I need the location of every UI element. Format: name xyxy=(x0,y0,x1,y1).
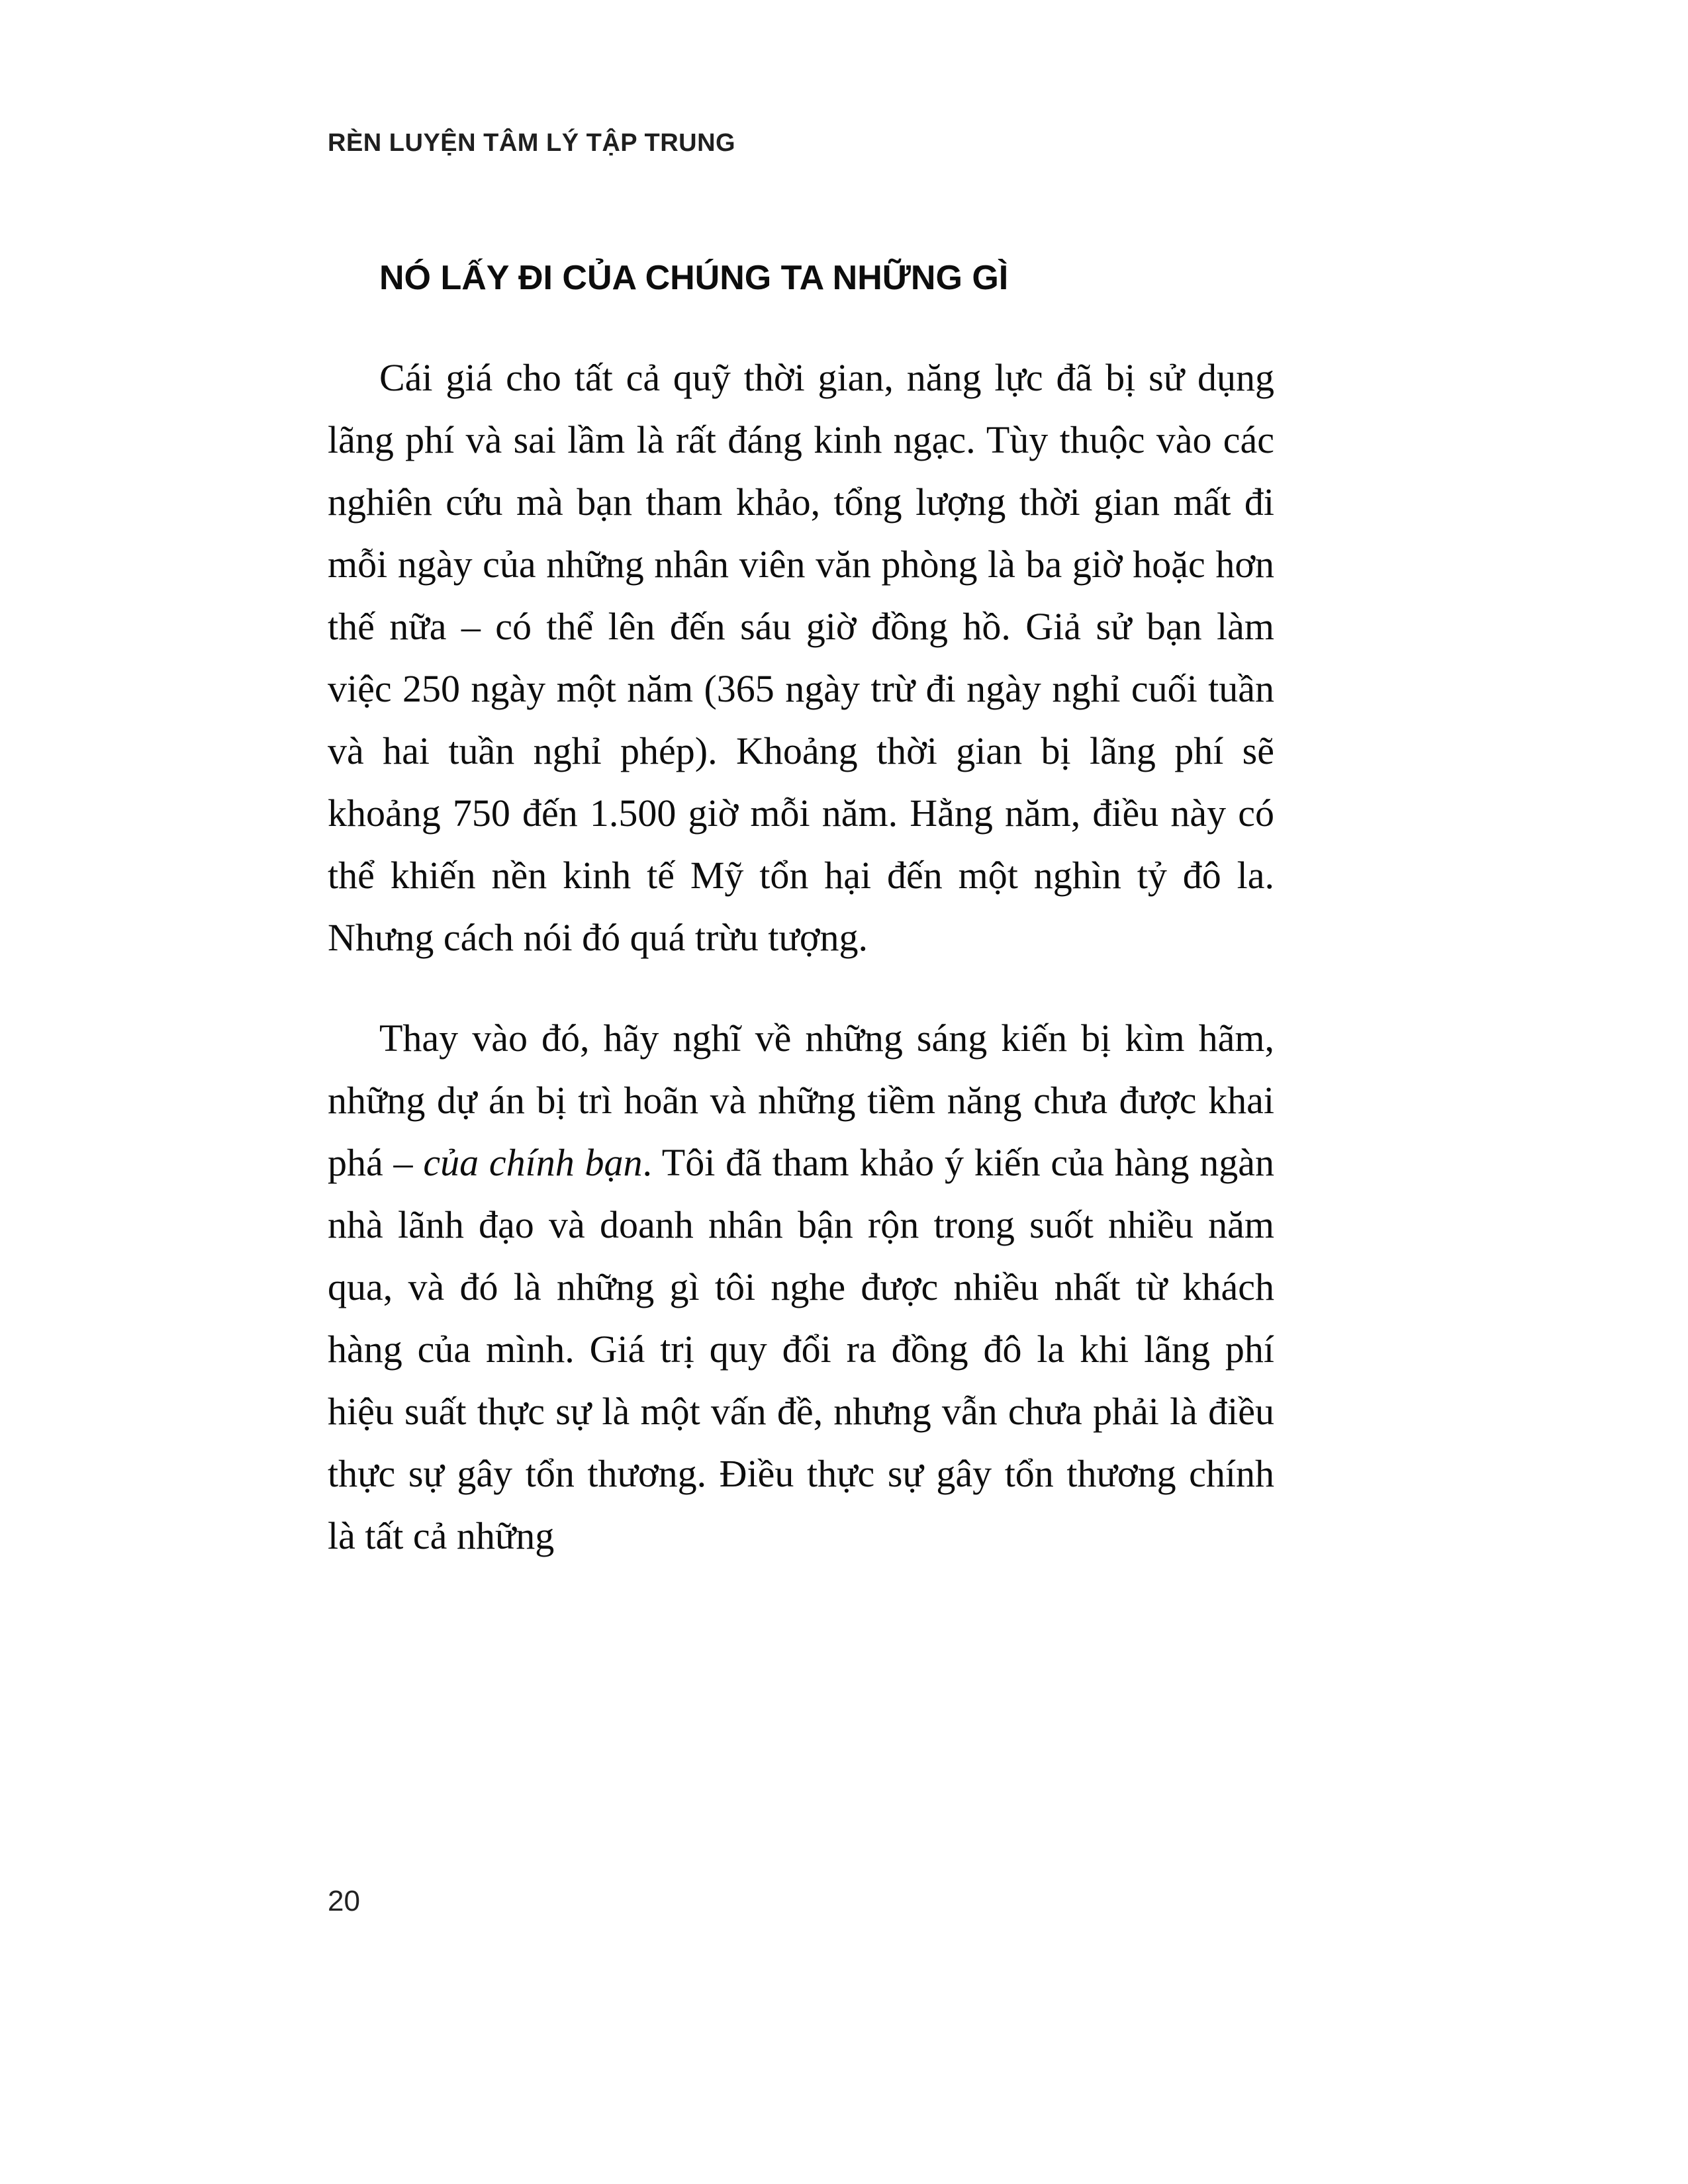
book-page xyxy=(328,129,1274,1606)
page-number: 20 xyxy=(328,1885,360,1917)
section-heading: NÓ LẤY ĐI CỦA CHÚNG TA NHỮNG GÌ xyxy=(379,259,1009,297)
running-header: RÈN LUYỆN TÂM LÝ TẬP TRUNG xyxy=(328,129,736,157)
paragraph-2-italic-phrase: của chính bạn xyxy=(423,1141,643,1184)
paragraph-2-text-before: Thay vào đó, hãy nghĩ về những sáng kiến bị kìm hãm, những dự án bị trì hoãn và những tiềm năng chưa được khai phá – xyxy=(328,1017,1274,1184)
paragraph-2 xyxy=(328,1007,1274,1567)
paragraph-1: Cái giá cho tất cả quỹ thời gian, năng lực đã bị sử dụng lãng phí và sai lầm là rất đáng kinh ngạc. Tùy thuộc vào các nghiên cứu mà bạn tham khảo, tổng lượng thời gian mất đi mỗi ngày của những nhân viên văn phòng là ba giờ hoặc hơn thế nữa – có thể lên đến sáu giờ đồng hồ. Giả sử bạn làm việc 250 ngày một năm (365 ngày trừ đi ngày nghỉ cuối tuần và hai tuần nghỉ phép). Khoảng thời gian bị lãng phí sẽ khoảng 750 đến 1.500 giờ mỗi năm. Hằng năm, điều này có thể khiến nền kinh tế Mỹ tổn hại đến một nghìn tỷ đô la. Nhưng cách nói đó quá trừu tượng. xyxy=(328,356,1274,959)
paragraph-2-text-after: . Tôi đã tham khảo ý kiến của hàng ngàn nhà lãnh đạo và doanh nhân bận rộn trong suốt nhiều năm qua, và đó là những gì tôi nghe được nhiều nhất từ khách hàng của mình. Giá trị quy đổi ra đồng đô la khi lãng phí hiệu suất thực sự là một vấn đề, nhưng vẫn chưa phải là điều thực sự gây tổn thương. Điều thực sự gây tổn thương chính là tất cả những xyxy=(328,1141,1274,1557)
